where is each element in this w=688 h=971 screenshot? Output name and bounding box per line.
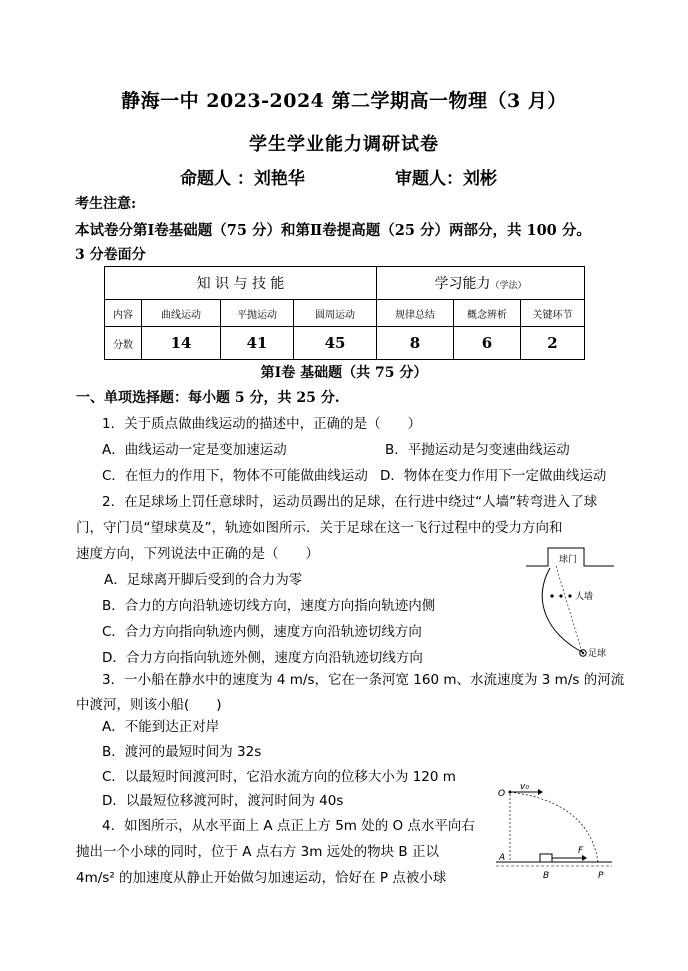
group-ability [377,267,585,300]
group-knowledge: 知 识 与 技 能 [105,267,377,300]
section1-title: 第Ⅰ卷 基础题（共 75 分） [260,365,428,381]
q4-projectile-figure [494,782,614,886]
group-ability-label: 学习能力 [434,276,491,292]
notice-heading: 考生注意: [75,196,137,212]
q2-stem-line2: 门，守门员“望球莫及”，轨迹如图所示．关于足球在这一飞行过程中的受力方向和 [76,520,563,536]
neatness-note: 3 分卷面分 [75,247,146,263]
q2-option-c: C．合力方向指向轨迹内侧，速度方向沿轨迹切线方向 [102,624,422,640]
q4-block-b [540,854,552,862]
q4-force-label: F [578,846,584,856]
col-circular-motion: 圆周运动 [294,300,377,327]
reviewer-name: 审题人：刘彬 [395,169,497,189]
q4-stem-line1: 4．如图所示，从水平面上 A 点正上方 5m 处的 O 点水平向右 [102,818,475,834]
q1-option-c: C．在恒力的作用下，物体不可能做曲线运动 [102,468,368,484]
q3-stem-line2: 中渡河，则该小船( ) [76,697,222,713]
q4-point-a-label: A [499,853,506,863]
q2-option-d: D．合力方向指向轨迹外侧，速度方向沿轨迹切线方向 [102,650,423,666]
q1-option-d: D．物体在变力作用下一定做曲线运动 [380,468,607,484]
q2-wall-dot-1 [550,594,553,597]
q4-stem-line2: 抛出一个小球的同时，位于 A 点右方 3m 远处的物块 B 正以 [76,844,439,860]
q3-stem-line1: 3．一小船在静水中的速度为 4 m/s，它在一条河宽 160 m、水流速度为 3 m/s 的河流 [102,672,625,688]
q1-option-a: A．曲线运动一定是变加速运动 [102,442,287,458]
score-curve-motion: 14 [142,327,221,360]
q4-point-b-label: B [543,871,550,881]
score-summary: 8 [377,327,454,360]
q2-stem-line3: 速度方向，下列说法中正确的是（ ） [76,546,319,562]
q4-trajectory-curve [510,792,598,862]
q2-wall-label: 人墙 [575,592,594,602]
col-key-step: 关键环节 [521,300,585,327]
group-ability-note: （学法） [490,281,527,291]
q3-option-d: D．以最短位移渡河时，渡河时间为 40s [102,793,344,809]
q2-wall-dot-2 [559,594,562,597]
score-projectile-motion: 41 [221,327,294,360]
part1-title: 一、单项选择题：每小题 5 分，共 25 分. [76,390,340,406]
exam-title: 静海一中 2023-2024 第二学期高一物理（3 月） [121,90,567,112]
q4-stem-line3: 4m/s² 的加速度从静止开始做匀加速运动，恰好在 P 点被小球 [76,870,447,886]
q2-goal-label: 球门 [559,555,578,565]
q2-wall-dot-3 [568,594,571,597]
q2-trajectory-curve [542,568,584,653]
exam-subtitle: 学生学业能力调研试卷 [249,134,439,155]
score-circular-motion: 45 [294,327,377,360]
row-label-content: 内容 [105,300,142,327]
q1-stem: 1．关于质点做曲线运动的描述中，正确的是（ ） [102,416,422,432]
q2-option-b: B．合力的方向沿轨迹切线方向，速度方向指向轨迹内侧 [102,598,436,614]
q2-straight-line [556,566,582,652]
notice-body: 本试卷分第Ⅰ卷基础题（75 分）和第Ⅱ卷提高题（25 分）两部分，共 100 分。 [75,222,591,239]
q3-option-b: B．渡河的最短时间为 32s [102,744,262,760]
q4-v0-label: v₀ [520,782,529,792]
col-concept: 概念辨析 [454,300,521,327]
q3-option-c: C．以最短时间渡河时，它沿水流方向的位移大小为 120 m [102,769,456,785]
setter-name: 命题人 ：刘艳华 [180,169,305,189]
q1-option-b: B．平抛运动是匀变速曲线运动 [385,442,570,458]
score-concept: 6 [454,327,521,360]
q2-ball-label: 足球 [588,649,607,659]
q4-point-o-label: O [498,789,506,799]
col-projectile-motion: 平抛运动 [221,300,294,327]
col-summary: 规律总结 [377,300,454,327]
score-table [104,266,585,360]
q2-football-figure [524,544,620,666]
row-label-score: 分数 [105,327,142,360]
col-curve-motion: 曲线运动 [142,300,221,327]
q2-stem-line1: 2．在足球场上罚任意球时，运动员踢出的足球，在行进中绕过“人墙”转弯进入了球 [102,494,598,510]
q3-option-a: A．不能到达正对岸 [102,719,220,735]
q4-point-p-label: P [598,871,604,881]
score-key-step: 2 [521,327,585,360]
q2-option-a: A．足球离开脚后受到的合力为零 [104,572,303,588]
